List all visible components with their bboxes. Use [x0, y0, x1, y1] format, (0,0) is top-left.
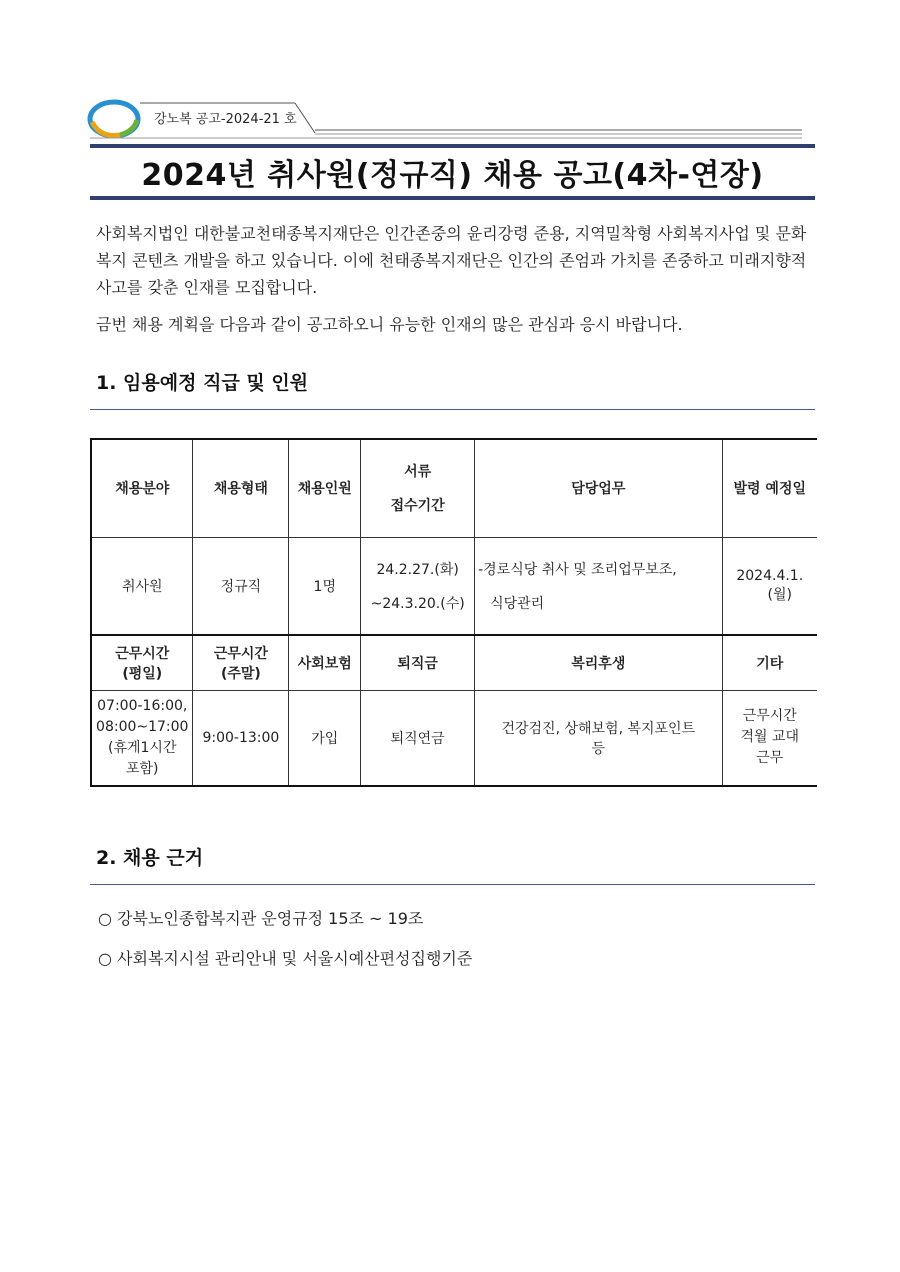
intro-paragraph: 사회복지법인 대한불교천태종복지재단은 인간존중의 윤리강령 준용, 지역밀착형 사회복지사업 및 문화복지 콘텐츠 개발을 하고 있습니다. 이에 천태종복지재단은 인간의 존엄과 가치를 존중하고 미래지향적 사고를 갖춘 인재를 모집합니다.: [96, 224, 807, 297]
table-header-row: [91, 439, 817, 537]
cell-duty-line2: 식당관리: [490, 595, 545, 612]
cell-count: 1명: [289, 537, 361, 635]
list-item: ○ 사회복지시설 관리안내 및 서울시예산편성집행기준: [98, 949, 473, 968]
cell-type: 정규직: [193, 537, 289, 635]
cell-appoint: [722, 537, 817, 635]
section-1-title: 1. 임용예정 직급 및 인원: [96, 372, 309, 394]
cell-retirement: 퇴직연금: [361, 690, 475, 786]
section-2-rule: [90, 884, 815, 885]
cell-period-end: ~24.3.20.(수): [370, 595, 465, 612]
header-duty: 담당업무: [475, 439, 722, 537]
header-retirement: 퇴직금: [361, 635, 475, 690]
table-row: [91, 690, 817, 786]
header-weekday-hours: 근무시간 (평일): [91, 635, 193, 690]
header-period-line1: 서류: [404, 464, 432, 481]
recruitment-table: [90, 438, 817, 787]
header-period-line2: 접수기간: [390, 498, 445, 515]
cell-duty: [475, 537, 722, 635]
section-2-title: 2. 채용 근거: [96, 847, 204, 869]
header-period: [361, 439, 475, 537]
cell-appoint-line2: (월): [767, 586, 792, 603]
cell-appoint-line1: 2024.4.1.: [736, 567, 804, 584]
table-row: [91, 537, 817, 635]
cell-period: [361, 537, 475, 635]
cell-welfare: 건강검진, 상해보험, 복지포인트 등: [475, 690, 722, 786]
cell-period-start: 24.2.27.(화): [376, 561, 459, 578]
header-insurance: 사회보험: [289, 635, 361, 690]
intro-paragraph-2: 금번 채용 계획을 다음과 같이 공고하오니 유능한 인재의 많은 관심과 응시 바랍니다.: [96, 315, 683, 334]
table-header-row-2: [91, 635, 817, 690]
header-welfare: 복리후생: [475, 635, 722, 690]
cell-duty-line1: -경로식당 취사 및 조리업무보조,: [478, 561, 677, 578]
notice-number: 강노복 공고-2024-21 호: [154, 112, 297, 127]
title-rule-bottom: [90, 196, 815, 200]
header-appoint: 발령 예정일: [722, 439, 817, 537]
cell-field: 취사원: [91, 537, 193, 635]
header-weekend-hours: 근무시간 (주말): [193, 635, 289, 690]
page-title: 2024년 취사원(정규직) 채용 공고(4차-연장): [141, 158, 764, 193]
section-1-rule: [90, 409, 815, 410]
list-item: ○ 강북노인종합복지관 운영규정 15조 ~ 19조: [98, 909, 424, 928]
header-field: 채용분야: [91, 439, 193, 537]
cell-etc: 근무시간 격월 교대 근무: [722, 690, 817, 786]
cell-weekday-hours: 07:00-16:00, 08:00~17:00 (휴게1시간 포함): [91, 690, 193, 786]
header-type: 채용형태: [193, 439, 289, 537]
title-rule-top: [90, 144, 815, 148]
header-etc: 기타: [722, 635, 817, 690]
cell-weekend-hours: 9:00-13:00: [193, 690, 289, 786]
header-count: 채용인원: [289, 439, 361, 537]
cell-insurance: 가입: [289, 690, 361, 786]
